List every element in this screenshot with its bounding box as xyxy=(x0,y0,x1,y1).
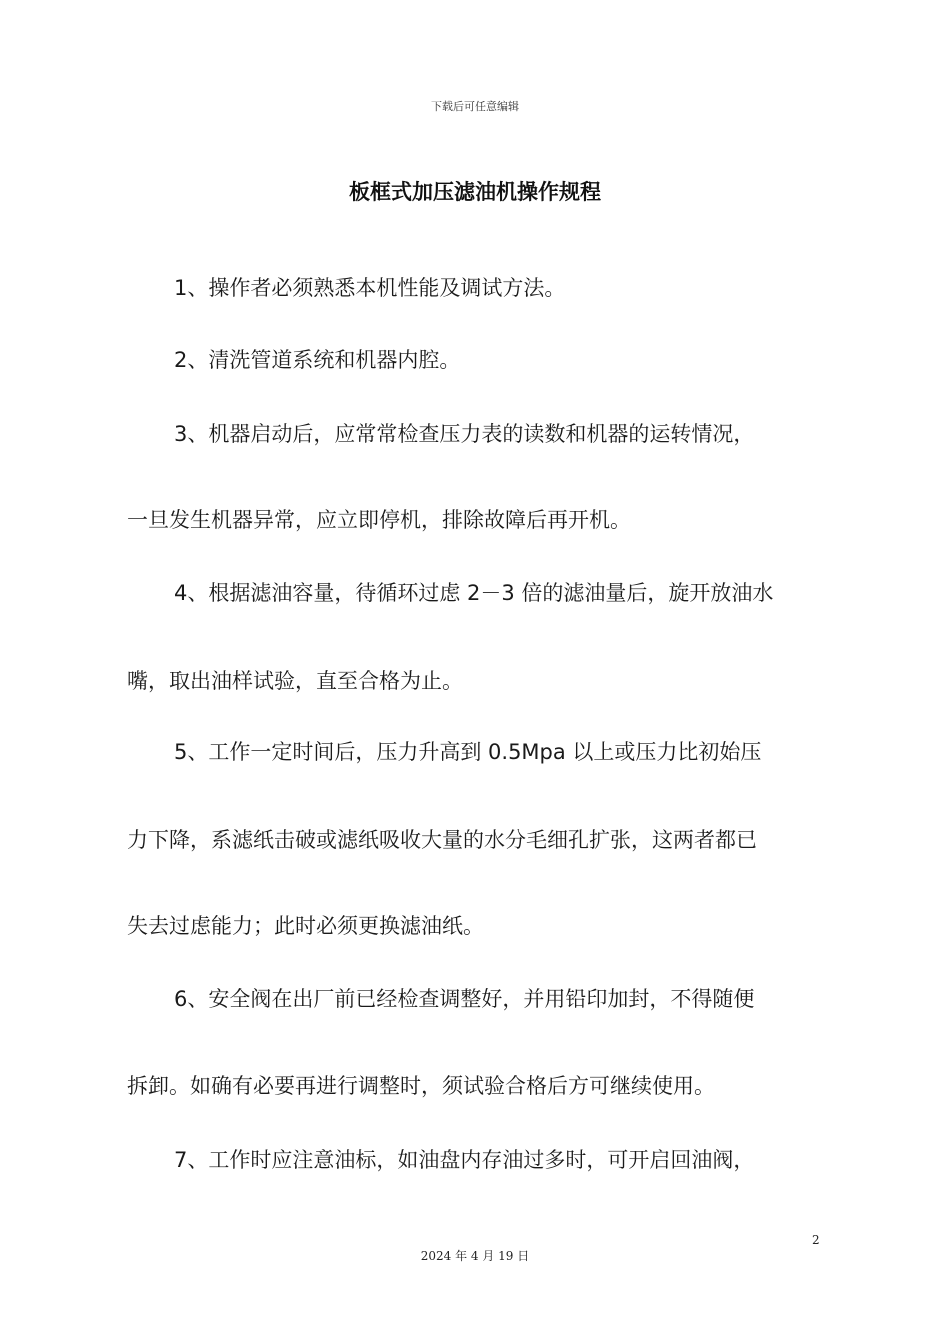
page-number: 2 xyxy=(812,1233,820,1247)
document-title: 板框式加压滤油机操作规程 xyxy=(349,180,601,204)
paragraph-line-1: 1、操作者必须熟悉本机性能及调试方法。 xyxy=(174,276,566,300)
paragraph-line-4-continued: 嘴，取出油样试验，直至合格为止。 xyxy=(127,669,463,693)
paragraph-line-6: 6、安全阀在出厂前已经检查调整好，并用铅印加封，不得随便 xyxy=(174,987,755,1011)
footer-date: 2024 年 4 月 19 日 xyxy=(420,1249,530,1263)
paragraph-line-5-continued-1: 力下降，系滤纸击破或滤纸吸收大量的水分毛细孔扩张，这两者都已 xyxy=(127,828,757,852)
paragraph-line-6-continued: 拆卸。如确有必要再进行调整时，须试验合格后方可继续使用。 xyxy=(127,1074,715,1098)
paragraph-line-3-continued: 一旦发生机器异常，应立即停机，排除故障后再开机。 xyxy=(127,508,631,532)
paragraph-line-7: 7、工作时应注意油标，如油盘内存油过多时，可开启回油阀， xyxy=(174,1148,755,1172)
header-note: 下载后可任意编辑 xyxy=(431,100,519,113)
paragraph-line-5-continued-2: 失去过虑能力；此时必须更换滤油纸。 xyxy=(127,914,484,938)
paragraph-line-5: 5、工作一定时间后，压力升高到 0.5Mpa 以上或压力比初始压 xyxy=(174,740,762,764)
paragraph-line-4: 4、根据滤油容量，待循环过虑 2－3 倍的滤油量后，旋开放油水 xyxy=(174,581,774,605)
paragraph-line-3: 3、机器启动后，应常常检查压力表的读数和机器的运转情况， xyxy=(174,422,755,446)
paragraph-line-2: 2、清洗管道系统和机器内腔。 xyxy=(174,348,461,372)
